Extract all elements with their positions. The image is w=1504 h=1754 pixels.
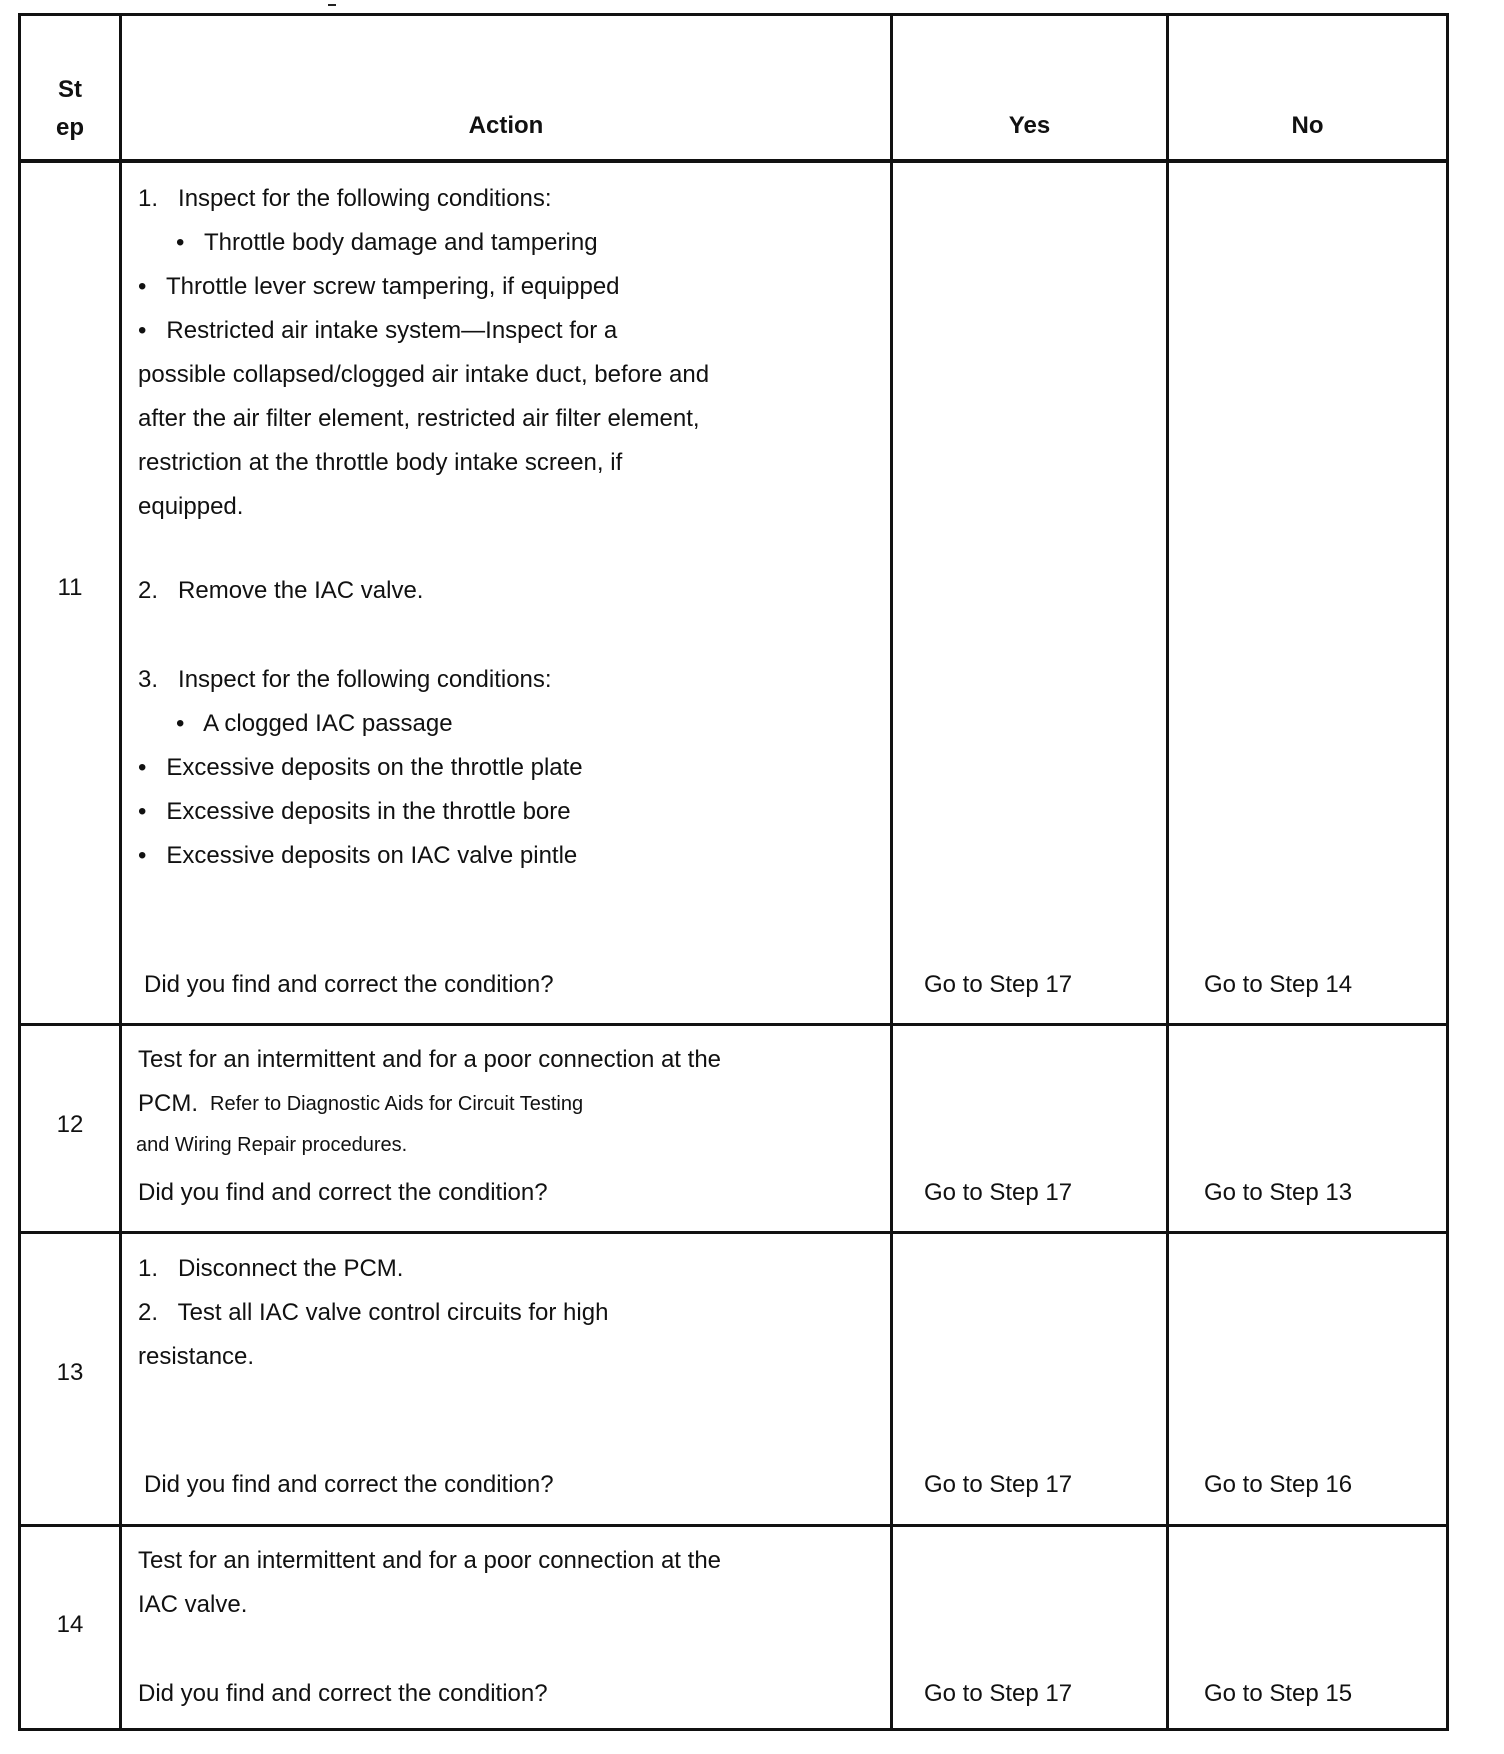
row-divider-12 (18, 1231, 1449, 1234)
step-number: 14 (56, 1611, 84, 1638)
list-item: • Throttle body damage and tampering (176, 229, 598, 256)
step-number: 12 (56, 1111, 84, 1138)
header-action: Action (468, 112, 544, 139)
question-text: Did you find and correct the condition? (144, 971, 554, 998)
list-item: possible collapsed/clogged air intake duct, before and (138, 361, 710, 388)
list-item: • Excessive deposits on the throttle plate (138, 754, 583, 781)
list-item: and Wiring Repair procedures. (136, 1134, 408, 1156)
header-yes: Yes (1008, 112, 1051, 139)
table-border-top (18, 13, 1449, 16)
list-item: resistance. (138, 1343, 255, 1370)
list-item: • Excessive deposits in the throttle bore (138, 798, 571, 825)
list-item: 2. Remove the IAC valve. (138, 577, 424, 604)
list-item: restriction at the throttle body intake screen, if (138, 449, 623, 476)
list-item: 2. Test all IAC valve control circuits for high (138, 1299, 609, 1326)
row-divider-13 (18, 1524, 1449, 1527)
yes-result: Go to Step 17 (924, 1471, 1073, 1498)
column-divider-action (890, 13, 893, 1731)
column-divider-yes (1166, 13, 1169, 1731)
no-result: Go to Step 16 (1204, 1471, 1353, 1498)
table-border-left (18, 13, 21, 1731)
table-border-bottom (18, 1728, 1449, 1731)
yes-result: Go to Step 17 (924, 971, 1073, 998)
diagnostic-table (18, 13, 1449, 1731)
header-no: No (1291, 112, 1324, 139)
step-number: 13 (56, 1359, 84, 1386)
question-text: Did you find and correct the condition? (138, 1680, 548, 1707)
list-item: • Restricted air intake system—Inspect for a (138, 317, 618, 344)
list-item: PCM. (138, 1090, 198, 1117)
top-mark (328, 4, 336, 6)
list-item: • A clogged IAC passage (176, 710, 453, 737)
no-result: Go to Step 13 (1204, 1179, 1353, 1206)
list-item: 3. Inspect for the following conditions: (138, 666, 552, 693)
column-divider-step (119, 13, 122, 1731)
list-item: Test for an intermittent and for a poor connection at the (138, 1046, 722, 1073)
header-step: St ep (55, 76, 84, 141)
list-item: after the air filter element, restricted air filter element, (138, 405, 700, 432)
question-text: Did you find and correct the condition? (138, 1179, 548, 1206)
list-item: Test for an intermittent and for a poor connection at the (138, 1547, 722, 1574)
row-divider-11 (18, 1023, 1449, 1026)
step-number: 11 (57, 574, 83, 601)
table-border-right (1446, 13, 1449, 1731)
list-item: IAC valve. (138, 1591, 248, 1618)
list-item: 1. Disconnect the PCM. (138, 1255, 404, 1282)
list-item: Refer to Diagnostic Aids for Circuit Testing (210, 1093, 584, 1115)
list-item: • Throttle lever screw tampering, if equipped (138, 273, 620, 300)
list-item: • Excessive deposits on IAC valve pintle (138, 842, 578, 869)
yes-result: Go to Step 17 (924, 1680, 1073, 1707)
list-item: equipped. (138, 493, 244, 520)
header-divider (18, 159, 1449, 163)
list-item: 1. Inspect for the following conditions: (138, 185, 552, 212)
question-text: Did you find and correct the condition? (144, 1471, 554, 1498)
yes-result: Go to Step 17 (924, 1179, 1073, 1206)
no-result: Go to Step 14 (1204, 971, 1353, 998)
no-result: Go to Step 15 (1204, 1680, 1353, 1707)
